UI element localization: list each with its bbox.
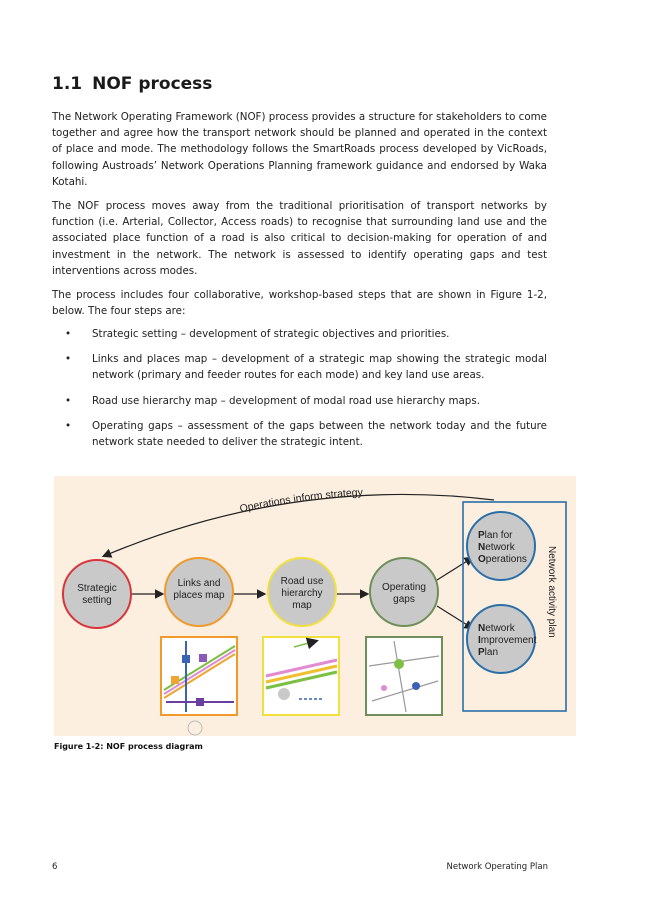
node-road-use-hierarchy xyxy=(268,558,336,626)
section-number: 1.1 xyxy=(52,74,83,94)
node-label-line: Operating xyxy=(382,582,426,593)
output-line: Network xyxy=(478,542,515,553)
node-label-line: map xyxy=(292,600,312,611)
paragraph-intro: The Network Operating Framework (NOF) process provides a structure for stakeholders to come together and agree how the transport network should be planned and operated in the context of place and mode. The methodology follows the SmartRoads process developed by VicRoads, following Austroads’ Network Operations Planning framework guidance and endorsed by Waka Kotahi. xyxy=(52,111,547,188)
output-network-improvement-plan xyxy=(467,605,537,673)
node-label-line: places map xyxy=(173,590,225,601)
section-title: NOF process xyxy=(92,74,213,94)
thumbnail-frame xyxy=(263,637,339,715)
paragraph-steps: The process includes four collaborative, workshop-based steps that are shown in Figure 1-2, below. The four steps are: xyxy=(52,289,547,318)
output-line: Operations xyxy=(478,554,527,565)
node-label-line: hierarchy xyxy=(281,588,323,599)
node-strategic-setting xyxy=(63,560,131,628)
output-line: Improvement xyxy=(478,635,537,646)
links-and-places-thumbnail xyxy=(161,637,237,715)
bullet-dot: • xyxy=(65,328,72,340)
steps-list xyxy=(52,326,547,459)
output-line: Plan xyxy=(478,647,499,658)
list-item xyxy=(52,351,547,383)
node-label-line: setting xyxy=(82,595,112,606)
node-label-line: Road use xyxy=(280,576,324,587)
node-label-line: Links and xyxy=(177,578,221,589)
output-line: Network xyxy=(478,623,515,634)
node-label-line: Strategic xyxy=(77,583,117,594)
page-number: 6 xyxy=(52,862,58,872)
output-plan-for-network-operations xyxy=(467,512,535,580)
side-label: Network activity plan xyxy=(546,546,557,638)
road-use-hierarchy-thumbnail xyxy=(263,637,339,715)
list-item-text: Operating gaps – assessment of the gaps between the network today and the future network state needed to deliver the strategic intent. xyxy=(92,419,547,449)
document-title: Network Operating Plan xyxy=(446,862,548,872)
list-item xyxy=(52,326,547,342)
list-item-text: Links and places map – development of a strategic map showing the strategic modal network (primary and feeder routes for each mode) and key land use areas. xyxy=(92,353,547,382)
flow-arrow xyxy=(437,558,472,580)
bullet-dot: • xyxy=(65,394,72,407)
section-heading xyxy=(52,74,212,94)
operating-gaps-thumbnail xyxy=(366,637,442,715)
node-circle xyxy=(63,560,131,628)
list-item-text: Road use hierarchy map – development of modal road use hierarchy maps. xyxy=(92,394,480,407)
bullet-dot: • xyxy=(65,353,72,366)
list-item xyxy=(52,393,547,409)
node-label-line: gaps xyxy=(393,594,415,605)
figure-caption: Figure 1-2: NOF process diagram xyxy=(54,742,203,751)
list-item xyxy=(52,418,547,450)
node-links-and-places xyxy=(165,558,233,626)
list-item-text: Strategic setting – development of strategic objectives and priorities. xyxy=(92,328,450,340)
node-operating-gaps xyxy=(370,558,438,626)
arc-label-text: Operations inform strategy xyxy=(238,486,364,516)
paragraph-approach: The NOF process moves away from the traditional prioritisation of transport networks by function (i.e. Arterial, Collector, Access roads) to recognise that surrounding land use and the associated place function of a road is also critical to decision-making for operation of and investment in the network. The network is assessed to identify operating gaps and test interventions across modes. xyxy=(52,200,547,277)
arc-label xyxy=(239,486,364,515)
bullet-dot: • xyxy=(65,419,72,432)
diagram-canvas xyxy=(54,476,576,736)
flow-arrow xyxy=(437,606,472,628)
output-line: Plan for xyxy=(478,530,513,541)
decorative-circle xyxy=(188,721,202,735)
nof-process-diagram xyxy=(54,476,576,736)
